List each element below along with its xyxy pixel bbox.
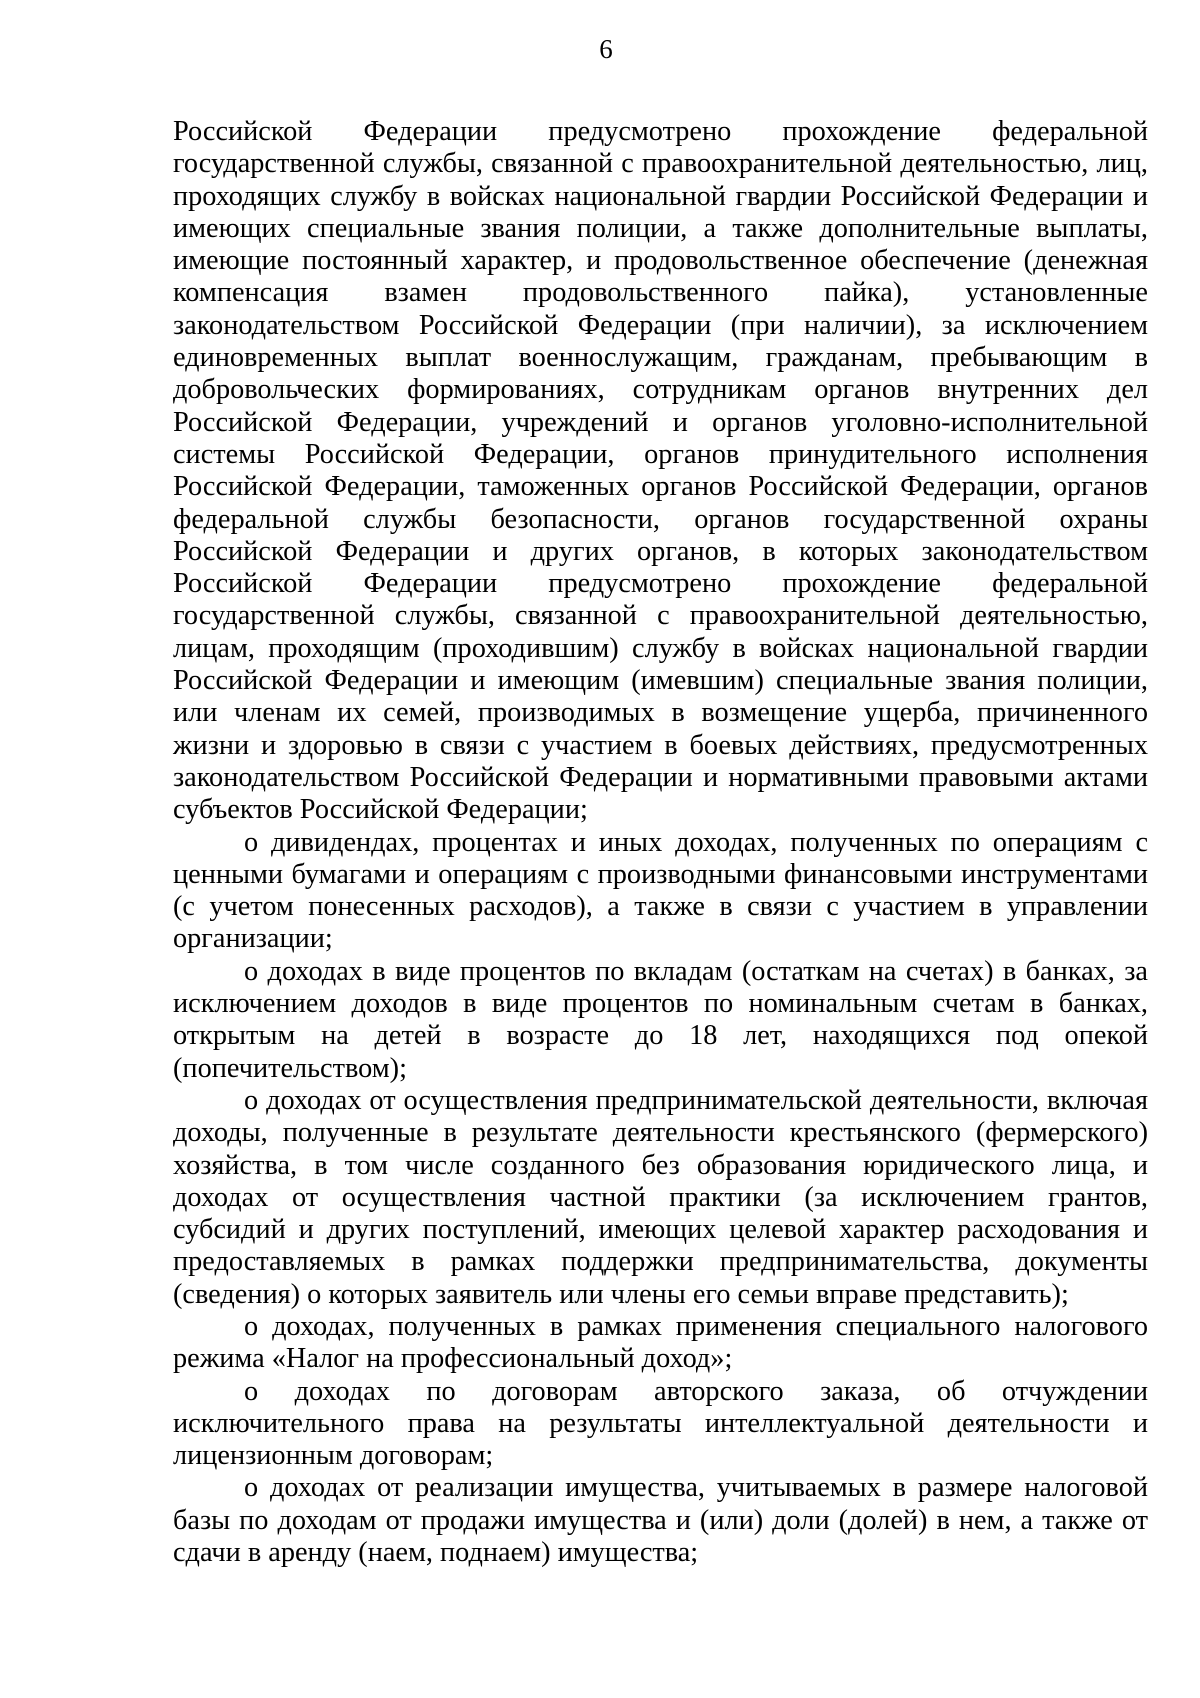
- paragraph-3: о доходах в виде процентов по вкладам (остаткам на счетах) в банках, за исключением доходов в виде процентов по номинальным счетам в банках, открытым на детей в возрасте до 18 лет, находящихся под опекой (попечительством);: [173, 955, 1148, 1084]
- paragraph-7: о доходах от реализации имущества, учитываемых в размере налоговой базы по доходам от продажи имущества и (или) доли (долей) в нем, а также от сдачи в аренду (наем, поднаем) имущества;: [173, 1472, 1148, 1569]
- paragraph-1: Российской Федерации предусмотрено прохождение федеральной государственной службы, связанной с правоохранительной деятельностью, лиц, проходящих службу в войсках национальной гвардии Российской Федерации и имеющих специальные звания полиции, а также дополнительные выплаты, имеющие постоянный характер, и продовольственное обеспечение (денежная компенсация взамен продовольственного пайка), установленные законодательством Российской Федерации (при наличии), за исключением единовременных выплат военнослужащим, гражданам, пребывающим в добровольческих формированиях, сотрудникам органов внутренних дел Российской Федерации, учреждений и органов уголовно-исполнительной системы Российской Федерации, органов принудительного исполнения Российской Федерации, таможенных органов Российской Федерации, органов федеральной службы безопасности, органов государственной охраны Российской Федерации и других органов, в которых законодательством Российской Федерации предусмотрено прохождение федеральной государственной службы, связанной с правоохранительной деятельностью, лицам, проходящим (проходившим) службу в войсках национальной гвардии Российской Федерации и имеющим (имевшим) специальные звания полиции, или членам их семей, производимых в возмещение ущерба, причиненного жизни и здоровью в связи с участием в боевых действиях, предусмотренных законодательством Российской Федерации и нормативными правовыми актами субъектов Российской Федерации;: [173, 116, 1148, 826]
- paragraph-5: о доходах, полученных в рамках применения специального налогового режима «Налог на профессиональный доход»;: [173, 1310, 1148, 1375]
- paragraph-4: о доходах от осуществления предпринимательской деятельности, включая доходы, полученные в результате деятельности крестьянского (фермерского) хозяйства, в том числе созданного без образования юридического лица, и доходах от осуществления частной практики (за исключением грантов, субсидий и других поступлений, имеющих целевой характер расходования и предоставляемых в рамках поддержки предпринимательства, документы (сведения) о которых заявитель или члены его семьи вправе представить);: [173, 1084, 1148, 1310]
- page-number: 6: [599, 34, 613, 64]
- document-body: [173, 116, 1148, 1569]
- paragraph-6: о доходах по договорам авторского заказа, об отчуждении исключительного права на результаты интеллектуальной деятельности и лицензионным договорам;: [173, 1375, 1148, 1472]
- paragraph-2: о дивидендах, процентах и иных доходах, полученных по операциям с ценными бумагами и операциям с производными финансовыми инструментами (с учетом понесенных расходов), а также в связи с участием в управлении организации;: [173, 826, 1148, 955]
